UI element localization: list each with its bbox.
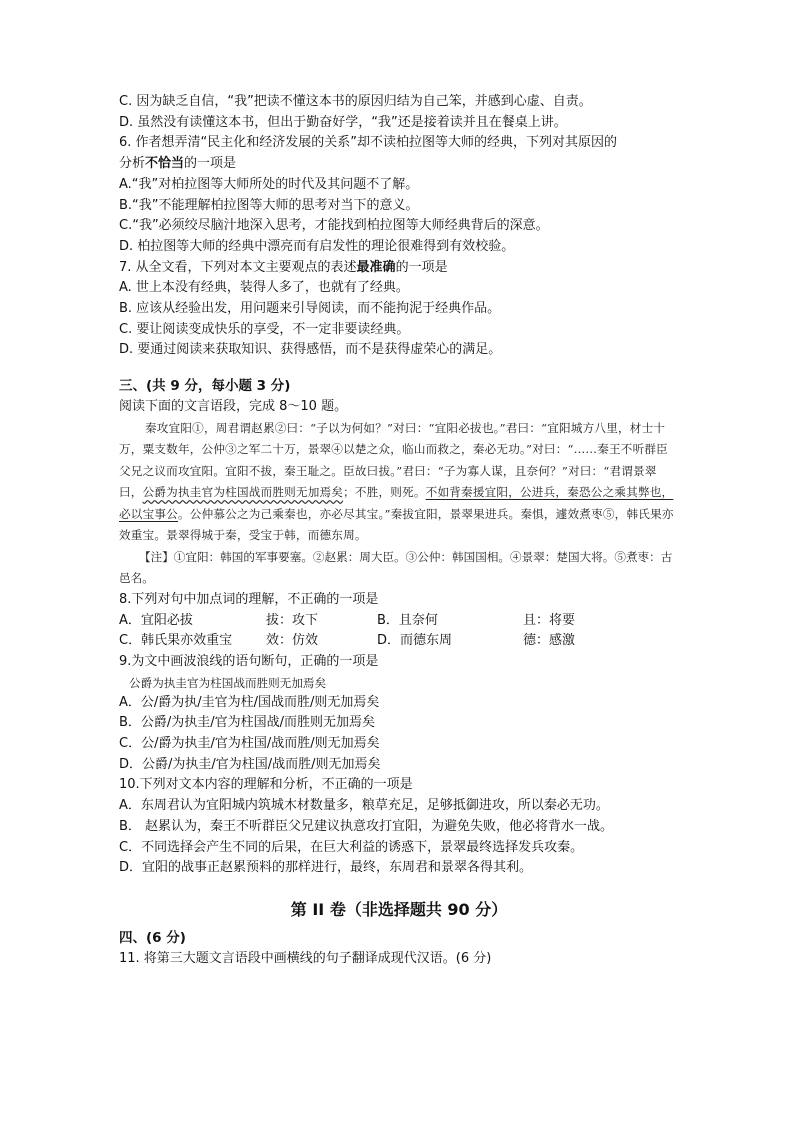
q11-stem: 11. 将第三大题文言语段中画横线的句子翻译成现代汉语。(6 分)	[119, 950, 492, 966]
q5-option-c: C. 因为缺乏自信，“我”把读不懂这本书的原因归结为自己笨，并感到心虚、自责。	[119, 94, 592, 109]
q8-option-d-meaning: 德：感激	[523, 633, 576, 649]
q10-option-a: A．东周君认为宜阳城内筑城木材数量多，粮草充足，足够抵御进攻，所以秦必无功。	[119, 798, 609, 814]
q7-emphasis: 最准确	[356, 259, 396, 275]
q6-stem-line2: 分析不恰当的一项是	[119, 156, 237, 172]
q8-option-d: D．而德东周	[377, 633, 453, 649]
q9-option-a: A．公/爵为执/圭官为柱/国战而胜/则无加焉矣	[119, 694, 380, 710]
section-3-title: 三、(共 9 分，每小题 3 分)	[119, 378, 291, 395]
q6-option-d: D. 柏拉图等大师的经典中漂亮而有启发性的理论很难得到有效校验。	[119, 238, 515, 254]
underlined-sentence: 不如背秦援宜阳，公进兵，秦恐公之乘其弊也，必以宝事公	[119, 485, 674, 521]
q8-options-row-2	[119, 631, 679, 652]
q8-option-b: B．且奈何	[377, 612, 438, 628]
q9-quote: 公爵为执圭官为柱国战而胜则无加焉矣	[129, 675, 327, 690]
q6-option-a: A.“我”对柏拉图等大师所处的时代及其问题不了解。	[119, 176, 419, 192]
q7-option-b: B. 应该从经验出发，用问题来引导阅读，而不能拘泥于经典作品。	[119, 301, 501, 317]
q8-option-a: A．宜阳必拔	[119, 612, 193, 628]
q7-option-a: A. 世上本没有经典，装得人多了，也就有了经典。	[119, 280, 409, 296]
q10-option-d: D．宜阳的战事正赵累预料的那样进行，最终，东周君和景翠各得其利。	[119, 860, 533, 876]
q9-option-c: C．公/爵为执圭/官为柱国/战而胜/则无加焉矣	[119, 736, 380, 752]
q5-option-d: D. 虽然没有读懂这本书，但出于勤奋好学，“我”还是接着读并且在餐桌上讲。	[119, 114, 567, 130]
q7-option-c: C. 要让阅读变成快乐的享受，不一定非要读经典。	[119, 321, 410, 337]
q7-option-d: D. 要通过阅读来获取知识、获得感悟，而不是获得虚荣心的满足。	[119, 342, 502, 358]
q9-stem: 9.为文中画波浪线的语句断句，正确的一项是	[119, 653, 379, 669]
q10-option-c: C．不同选择会产生不同的后果，在巨大利益的诱惑下，景翠最终选择发兵攻秦。	[119, 839, 584, 855]
q6-option-c: C.“我”必须绞尽脑汁地深入思考，才能找到柏拉图等大师经典背后的深意。	[119, 218, 549, 234]
wavy-underlined-sentence: 公爵为执圭官为柱国战而胜则无加焉矣	[142, 485, 344, 500]
q9-option-d: D．公爵/为执圭/官为柱国/战而胜/则无加焉矣	[119, 756, 381, 772]
q6-option-b: B.“我”不能理解柏拉图等大师的思考对当下的意义。	[119, 197, 419, 213]
q7-stem: 7. 从全文看，下列对本文主要观点的表述最准确的一项是	[119, 259, 448, 275]
exam-page	[119, 92, 679, 970]
q6-stem-line1: 6. 作者想弄清“民主化和经济发展的关系”却不读柏拉图等大师的经典，下列对其原因的	[119, 135, 618, 151]
q6-emphasis: 不恰当	[145, 156, 185, 172]
q8-options-row-1	[119, 611, 679, 632]
q8-option-c: C．韩氏果亦效重宝	[119, 633, 233, 649]
q10-stem: 10.下列对文本内容的理解和分析，不正确的一项是	[119, 777, 413, 793]
q8-option-a-meaning: 拔：攻下	[266, 612, 319, 628]
passage-notes: 【注】①宜阳：韩国的军事要塞。②赵累：周大臣。③公仲：韩国国相。④景翠：楚国大将。⑤煮枣：古邑名。	[119, 549, 673, 586]
q10-option-b: B． 赵累认为，秦王不听群臣父兄建议执意攻打宜阳，为避免失败，他必将背水一战。	[119, 818, 614, 834]
classical-passage: 秦攻宜阳①，周君谓赵累②曰：“子以为何如？”对曰：“宜阳必拔也。”君曰：“宜阳城方八里，材士十万，粟支数年，公仲③之军二十万，景翠④以楚之众，临山而救之，秦必无功。”对曰：“……秦王不听群臣父兄之议而攻宜阳。宜阳不拔，秦王耻之。臣故曰拔。”君曰：“子为寡人谋，且奈何？”对曰：“君谓景翠曰，公爵为执圭官为柱国战而胜则无加焉矣；不胜，则死。不如背秦援宜阳，公进兵，秦恐公之乘其弊也，必以宝事公。公仲慕公之为己乘秦也，亦必尽其宝。”秦拔宜阳，景翠果进兵。秦惧，遽效煮枣⑤，韩氏果亦效重宝。景翠得城于秦，受宝于韩，而德东周。	[119, 420, 674, 543]
section-3-intro: 阅读下面的文言语段，完成 8～10 题。	[119, 399, 348, 415]
q8-stem: 8.下列对句中加点词的理解，不正确的一项是	[119, 591, 379, 607]
q9-option-b: B．公爵/为执圭/官为柱国战/而胜则无加焉矣	[119, 715, 376, 731]
q8-option-b-meaning: 且：将要	[523, 612, 576, 628]
part-2-title: 第 II 卷（非选择题共 90 分）	[290, 899, 508, 919]
q8-option-c-meaning: 效：仿效	[266, 633, 319, 649]
section-4-title: 四、(6 分)	[119, 929, 186, 946]
